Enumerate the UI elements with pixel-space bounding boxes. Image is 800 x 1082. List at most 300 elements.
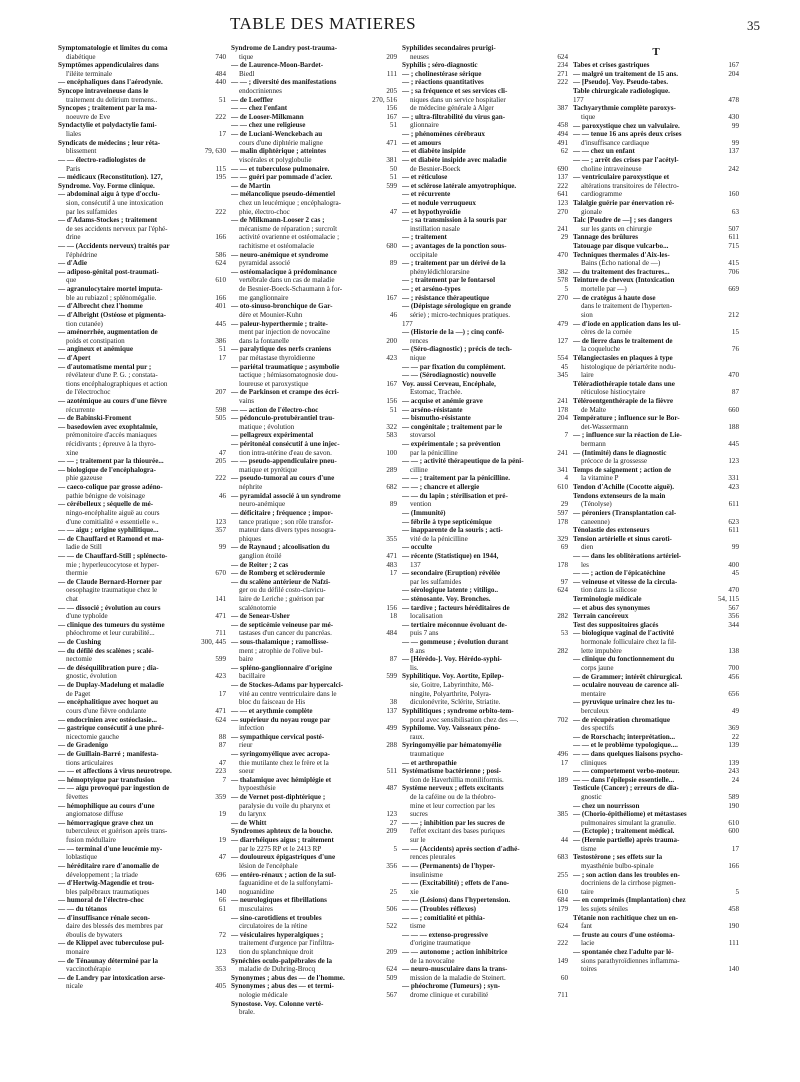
index-entry-text: — et abus des synonymes — [573, 603, 650, 612]
index-entry-page: 189 — [557, 775, 568, 784]
index-entry-page: 51 — [218, 345, 226, 354]
index-entry-text: — — ; comitialité et pithia- — [402, 913, 485, 922]
index-entry — [231, 294, 397, 303]
index-entry — [402, 982, 568, 991]
index-entry-text: — ; cholinestérase sérique — [402, 69, 482, 78]
index-entry — [573, 130, 739, 139]
index-entry — [58, 225, 226, 234]
index-entry-page: 611 — [728, 500, 739, 509]
index-entry-page: 19 — [218, 810, 226, 819]
index-entry — [58, 827, 226, 836]
index-entry-text: — — et le problème typologique.... — [573, 741, 678, 750]
index-entry-page: 60 — [560, 973, 568, 982]
index-entry — [231, 156, 397, 165]
index-entry-text: — cérébelleux ; séquelle de mé- — [58, 500, 154, 509]
index-entry-page: 680 — [386, 242, 397, 251]
index-entry-page: 38 — [389, 698, 397, 707]
index-entry — [402, 724, 568, 733]
index-entry-text: d'une typhoïde — [66, 612, 108, 621]
index-entry — [231, 733, 397, 742]
index-entry — [58, 190, 226, 199]
index-entry-text: rieur — [239, 741, 253, 750]
index-entry-page: 690 — [557, 164, 568, 173]
index-entry-text: glionnaire — [410, 121, 439, 130]
index-entry-text: — supérieur du noyau rouge par — [231, 715, 331, 724]
index-entry — [402, 672, 568, 681]
index-entry-page: 479 — [557, 319, 568, 328]
index-entry — [573, 879, 739, 888]
index-entry-text: — de Babinski-Froment — [58, 414, 132, 423]
index-entry-text: Synonymes ; abus des — de l'homme. — [231, 973, 345, 982]
index-entry-page: 356 — [386, 861, 397, 870]
index-entry-text: par le 2275 RP et le 2413 RP — [239, 844, 322, 853]
index-entry-page: 188 — [728, 422, 739, 431]
index-entry — [402, 793, 568, 802]
index-entry — [573, 561, 739, 570]
index-entry-text: thermie — [66, 569, 88, 578]
index-entry — [402, 604, 568, 613]
index-entry-page: 29 — [560, 233, 568, 242]
index-entry — [573, 457, 739, 466]
index-entry-page: 270 — [557, 207, 568, 216]
index-entry — [231, 225, 397, 234]
index-entry-text: — ; avantages de la ponction sous- — [402, 242, 507, 251]
index-entry — [58, 474, 226, 483]
index-entry-text: — de Claude Bernard-Horner par — [58, 577, 162, 586]
index-entry — [402, 974, 568, 983]
index-entry-text: diabétique — [66, 52, 96, 61]
index-entry — [573, 621, 739, 630]
index-entry — [402, 139, 568, 148]
index-entry-text: Syphilis ; séro-diagnostic — [402, 61, 478, 70]
index-entry — [402, 406, 568, 415]
index-entry — [231, 586, 397, 595]
index-entry-text: Voy. aussi Cerveau, Encéphale, — [402, 379, 496, 388]
index-entry — [231, 61, 397, 70]
index-entry — [58, 268, 226, 277]
index-entry-page: 222 — [215, 474, 226, 483]
index-entry-text: musculaires — [239, 904, 273, 913]
index-entry — [58, 492, 226, 501]
index-entry-text: dien — [581, 543, 594, 552]
index-entry — [231, 707, 397, 716]
index-entry-page: 195 — [215, 173, 226, 182]
index-entry-text: — de Milkmann-Looser 2 cas ; — [231, 216, 325, 225]
index-entry — [573, 311, 739, 320]
index-entry-text: — — action de l'électro-choc — [231, 405, 319, 414]
index-entry-text: — médicaux (Reconstitution). 127, — [58, 173, 163, 182]
index-entry — [573, 276, 739, 285]
index-entry — [573, 242, 739, 251]
index-entry-page: 99 — [731, 543, 739, 552]
index-entry — [58, 500, 226, 509]
index-entry-page: 5 — [735, 887, 739, 896]
index-entry — [573, 802, 739, 811]
index-entry — [58, 208, 226, 217]
index-entry-text: — — pseudo-appendiculaire pneu- — [231, 457, 337, 466]
index-entry-text: par la pénicilline — [410, 448, 458, 457]
index-entry-text: développement ; la triade — [66, 870, 138, 879]
index-entry-text: vaccinothérapie — [66, 965, 111, 974]
index-entry-page: 400 — [728, 560, 739, 569]
index-entry-text: — du scalène antérieur de Nafzi- — [231, 577, 331, 586]
index-entry-text: — — comportement verbo-moteur. — [573, 767, 680, 776]
index-entry — [231, 914, 397, 923]
index-entry-text: gnostic, évolution — [66, 672, 117, 681]
index-entry — [573, 914, 739, 923]
index-entry-page: 19 — [218, 836, 226, 845]
index-entry-text: dère et Mounier-Kuhn — [239, 310, 303, 319]
index-entry-text: — de Laurence-Moon-Bardet- — [231, 61, 324, 70]
index-entry — [402, 449, 568, 458]
index-entry-page: 599 — [386, 181, 397, 190]
index-entry-page: 222 — [215, 207, 226, 216]
index-entry-text: — de Reiter ; 2 cas — [231, 560, 289, 569]
index-entry-text: néphrite — [239, 483, 263, 492]
index-entry-page: 499 — [386, 724, 397, 733]
index-entry-text: rences pleurales — [410, 853, 456, 862]
index-entry-text: Techniques thermales d'Aix-les- — [573, 250, 670, 259]
index-entry — [58, 466, 226, 475]
index-entry-page: 471 — [215, 612, 226, 621]
index-entry-text: vains — [239, 396, 254, 405]
index-entry-text: instillation nasale — [410, 224, 460, 233]
index-entry-text: l'éphédrine — [66, 250, 98, 259]
index-entry-text: — d'Apert — [58, 353, 91, 362]
index-entry-text: myasthénie bulbo-spinale — [581, 861, 654, 870]
index-entry-text: — malgré un traitement de 15 ans. — [573, 69, 679, 78]
index-entry — [58, 629, 226, 638]
index-entry — [573, 371, 739, 380]
index-entry — [402, 647, 568, 656]
index-entry-text: — tertiaire méconnue évoluant de- — [402, 620, 508, 629]
index-entry — [58, 879, 226, 888]
index-entry-page: 178 — [557, 517, 568, 526]
index-entry-text: lette impubère — [581, 646, 622, 655]
index-entry — [58, 509, 226, 518]
index-entry — [573, 931, 739, 940]
index-entry-text: Tabes et crises gastriques — [573, 61, 650, 70]
index-entry — [573, 294, 739, 303]
index-entry-page: 166 — [215, 293, 226, 302]
index-entry-text: — (Intimité) dans le diagnostic — [573, 448, 667, 457]
index-entry-text: — ; et arséno-types — [402, 285, 461, 294]
index-entry-text: — de cratégus à haute dose — [573, 293, 656, 302]
index-entry-page: 624 — [557, 922, 568, 931]
index-entry — [402, 121, 568, 130]
index-entry-page: 696 — [215, 870, 226, 879]
index-entry-text: que — [66, 276, 77, 285]
index-entry — [402, 767, 568, 776]
index-entry — [58, 526, 226, 535]
index-entry-text: — — (Accidents nerveux) traités par — [58, 242, 170, 251]
index-entry-page: 430 — [728, 112, 739, 121]
index-entry-page: 137 — [386, 706, 397, 715]
index-entry-text: tion de Haverhillia moniliformis. — [410, 775, 504, 784]
index-entry — [231, 199, 397, 208]
index-entry-text: — sous-thalamique ; ramollisse- — [231, 638, 329, 647]
index-entry-text: — sténosante. Voy. Bronches. — [402, 595, 491, 603]
index-entry-text: — ; sa fréquence et ses services cli- — [402, 87, 508, 96]
index-entry-text: — encéphalitique avec hoquet au — [58, 698, 159, 707]
index-entry-text: tion du splanchnique droit — [239, 947, 314, 956]
index-entry-page: 62 — [560, 147, 568, 156]
index-entry — [573, 741, 739, 750]
index-entry-page: 509 — [386, 973, 397, 982]
index-entry-page: 160 — [728, 190, 739, 199]
index-entry — [573, 285, 739, 294]
index-entry — [58, 388, 226, 397]
page-title: TABLE DES MATIERES — [230, 14, 417, 33]
index-entry-text: tion dans la silicose — [581, 586, 637, 595]
index-entry-page: 47 — [218, 758, 226, 767]
index-entry — [231, 526, 397, 535]
index-entry — [231, 518, 397, 527]
index-entry-text: — veineuse et vitesse de la circula- — [573, 577, 678, 586]
index-entry — [402, 96, 568, 105]
index-entry — [402, 44, 568, 53]
index-entry — [58, 440, 226, 449]
index-entry — [231, 337, 397, 346]
index-entry — [231, 363, 397, 372]
index-entry-text: tique — [581, 112, 596, 121]
index-entry-text: laire — [581, 371, 594, 380]
index-entry — [402, 535, 568, 544]
index-entry-text: sur les gants en chirurgie — [581, 224, 652, 233]
index-entry — [402, 776, 568, 785]
index-entry-page: 127 — [557, 336, 568, 345]
index-entry-text: nicale — [66, 982, 83, 991]
index-entry — [231, 397, 397, 406]
index-entry-text: Syringomyélie par hématomyélie — [402, 741, 502, 750]
index-entry — [402, 216, 568, 225]
index-entry-text: nique — [410, 353, 426, 362]
index-entry-page: 17 — [218, 353, 226, 362]
index-entry — [573, 87, 739, 96]
index-entry-page: 204 — [728, 69, 739, 78]
index-entry-text: de la novocaïne — [410, 956, 455, 965]
index-entry-text: ganglion étoilé — [239, 551, 282, 560]
index-entry-page: 242 — [728, 164, 739, 173]
index-entry — [231, 87, 397, 96]
index-entry — [58, 561, 226, 570]
index-entry-text: endocriniennes — [239, 87, 282, 96]
index-entry-text: Syphilitique. Voy. Aortite, Epilep- — [402, 672, 504, 681]
index-entry — [58, 44, 226, 53]
index-entry-page: 66 — [218, 896, 226, 905]
index-entry — [231, 991, 397, 1000]
index-entry-text: 177 — [573, 95, 584, 104]
index-entry-text: — et hypothyroïdie — [402, 207, 461, 216]
index-entry — [58, 483, 226, 492]
index-entry — [231, 113, 397, 122]
index-entry — [402, 225, 568, 234]
index-entry-text: — — ; chancre et allergie — [402, 483, 480, 492]
index-entry-text: traitement du delirium tremens.. — [66, 95, 158, 104]
index-entry-page: 357 — [215, 526, 226, 535]
index-entry-text: par les sulfamides — [66, 207, 118, 216]
index-entry — [573, 957, 739, 966]
index-entry — [58, 363, 226, 372]
index-entry — [402, 931, 568, 940]
index-entry — [402, 621, 568, 630]
index-entry — [231, 380, 397, 389]
index-entry-text: Teinture de cheveux (Intoxication — [573, 276, 675, 285]
index-entry — [573, 784, 739, 793]
index-entry — [231, 759, 397, 768]
index-entry-page: 381 — [386, 155, 397, 164]
index-entry-page: 456 — [728, 672, 739, 681]
index-entry-text: — basedowien avec exophtalmie, — [58, 422, 158, 431]
index-entry — [573, 492, 739, 501]
index-entry-page: 484 — [386, 629, 397, 638]
index-entry-page: 610 — [557, 887, 568, 896]
index-entry-page: 740 — [215, 52, 226, 61]
index-entry — [573, 268, 739, 277]
index-entry — [58, 113, 226, 122]
index-entry — [231, 561, 397, 570]
index-entry — [402, 363, 568, 372]
index-entry — [58, 423, 226, 432]
index-entry-text: — — — extenso-progressive — [402, 930, 488, 939]
index-entry — [573, 896, 739, 905]
index-entry — [58, 457, 226, 466]
index-entry-text: — neuro-anémique et syndrome — [231, 250, 329, 259]
index-entry-page: 29 — [560, 500, 568, 509]
index-entry-text: — hémoptyique par transfusion — [58, 775, 155, 784]
index-entry — [231, 750, 397, 759]
index-entry-page: 46 — [389, 310, 397, 319]
index-entry-page: 25 — [389, 887, 397, 896]
index-entry-page: 49 — [731, 706, 739, 715]
index-entry-page: 282 — [557, 646, 568, 655]
index-entry-page: 522 — [386, 922, 397, 931]
index-entry — [58, 251, 226, 260]
index-entry-page: 209 — [386, 827, 397, 836]
index-entry — [231, 595, 397, 604]
index-entry — [231, 354, 397, 363]
index-entry-text: gnostic — [581, 793, 602, 802]
index-entry — [573, 793, 739, 802]
index-entry — [231, 53, 397, 62]
index-entry-text: Téléradiothérapie totale dans une — [573, 379, 675, 388]
index-entry-page: 506 — [386, 904, 397, 913]
index-entry-page: 282 — [557, 612, 568, 621]
index-entry — [402, 371, 568, 380]
index-entry — [402, 518, 568, 527]
index-entry — [58, 733, 226, 742]
index-entry — [231, 965, 397, 974]
index-entry — [58, 259, 226, 268]
index-entry-text: — diarrhéiques aigus ; traitement — [231, 836, 334, 845]
index-entry-page: 355 — [386, 534, 397, 543]
index-entry — [402, 182, 568, 191]
index-entry-text: — de Romberg et sclérodermie — [231, 569, 326, 578]
index-entry — [573, 595, 739, 604]
index-entry-page: 598 — [215, 405, 226, 414]
index-entry-text: — de septicémie veineuse par mé- — [231, 620, 334, 629]
index-entry-page: 149 — [557, 956, 568, 965]
index-entry-page: 471 — [386, 138, 397, 147]
index-entry-text: — de Klippel avec tuberculose pul- — [58, 939, 165, 948]
index-entry-text: phie, électro-choc — [239, 207, 290, 216]
index-entry — [58, 750, 226, 759]
index-entry-text: par métastase thyroïdienne — [239, 353, 316, 362]
index-entry-text: — fébrile à type septicémique — [402, 517, 492, 526]
index-entry-text: poral avec sensibilisation chez des —. — [410, 715, 519, 724]
index-column-4 — [573, 44, 739, 974]
index-entry — [402, 905, 568, 914]
index-entry — [58, 130, 226, 139]
index-entry — [402, 759, 568, 768]
index-entry — [58, 165, 226, 174]
index-entry — [231, 388, 397, 397]
index-entry — [231, 853, 397, 862]
index-entry — [573, 225, 739, 234]
index-entry — [573, 122, 739, 131]
index-entry — [231, 1008, 397, 1017]
index-entry-text: — — (Accidents) après section d'adhé- — [402, 844, 520, 853]
index-entry — [573, 716, 739, 725]
index-entry-text: — de Loeffler — [231, 95, 274, 104]
index-entry-text: oesophagite traumatique chez le — [66, 586, 158, 595]
index-entry-page: 684 — [557, 896, 568, 905]
index-entry-text: dans le traitement de l'hyperten- — [581, 302, 673, 311]
index-entry-page: 624 — [557, 52, 568, 61]
index-entry-page: 255 — [557, 870, 568, 879]
index-entry — [231, 345, 397, 354]
index-entry — [573, 664, 739, 673]
index-entry-page: 47 — [389, 207, 397, 216]
index-entry — [402, 586, 568, 595]
index-entry-page: 369 — [728, 724, 739, 733]
index-entry-page: 22 — [731, 732, 739, 741]
index-entry-text: de Besnier-Boeck — [410, 164, 461, 173]
index-entry-page: 89 — [389, 500, 397, 509]
index-entry-text: — — et arythmie complète — [231, 706, 313, 715]
index-entry — [402, 423, 568, 432]
index-entry — [573, 104, 739, 113]
index-entry-page: 138 — [728, 646, 739, 655]
index-entry — [58, 819, 226, 828]
index-entry — [573, 724, 739, 733]
index-entry-text: tique — [239, 52, 254, 61]
index-entry — [402, 543, 568, 552]
index-entry-text: — et sclérose latérale amyotrophique. — [402, 181, 517, 190]
index-entry-page: 624 — [215, 259, 226, 268]
index-entry — [58, 638, 226, 647]
index-entry — [58, 888, 226, 897]
index-entry-text: — entéro-rénaux ; action de la sul- — [231, 870, 337, 879]
index-entry-page: 445 — [215, 319, 226, 328]
index-entry — [402, 750, 568, 759]
index-entry-text: chez un leucémique ; encéphalogra- — [239, 198, 342, 207]
index-entry-text: Table chirurgicale radiologique. — [573, 87, 670, 96]
index-entry-text: thie mutilante chez le frère et la — [239, 758, 329, 767]
index-entry-text: — caeco-colique par grosse adéno- — [58, 483, 163, 492]
index-entry-text: éboulis de bywaters — [66, 930, 123, 939]
index-entry-page: 359 — [215, 793, 226, 802]
index-entry-text: docriniens de la cirrhose pigmen- — [581, 879, 676, 888]
index-entry — [402, 199, 568, 208]
index-entry-page: 44 — [560, 836, 568, 845]
index-entry — [231, 44, 397, 53]
index-entry — [231, 483, 397, 492]
index-entry — [231, 457, 397, 466]
index-entry — [231, 655, 397, 664]
index-entry — [573, 259, 739, 268]
index-entry-text: — — par fixation du complément. — [402, 362, 506, 371]
